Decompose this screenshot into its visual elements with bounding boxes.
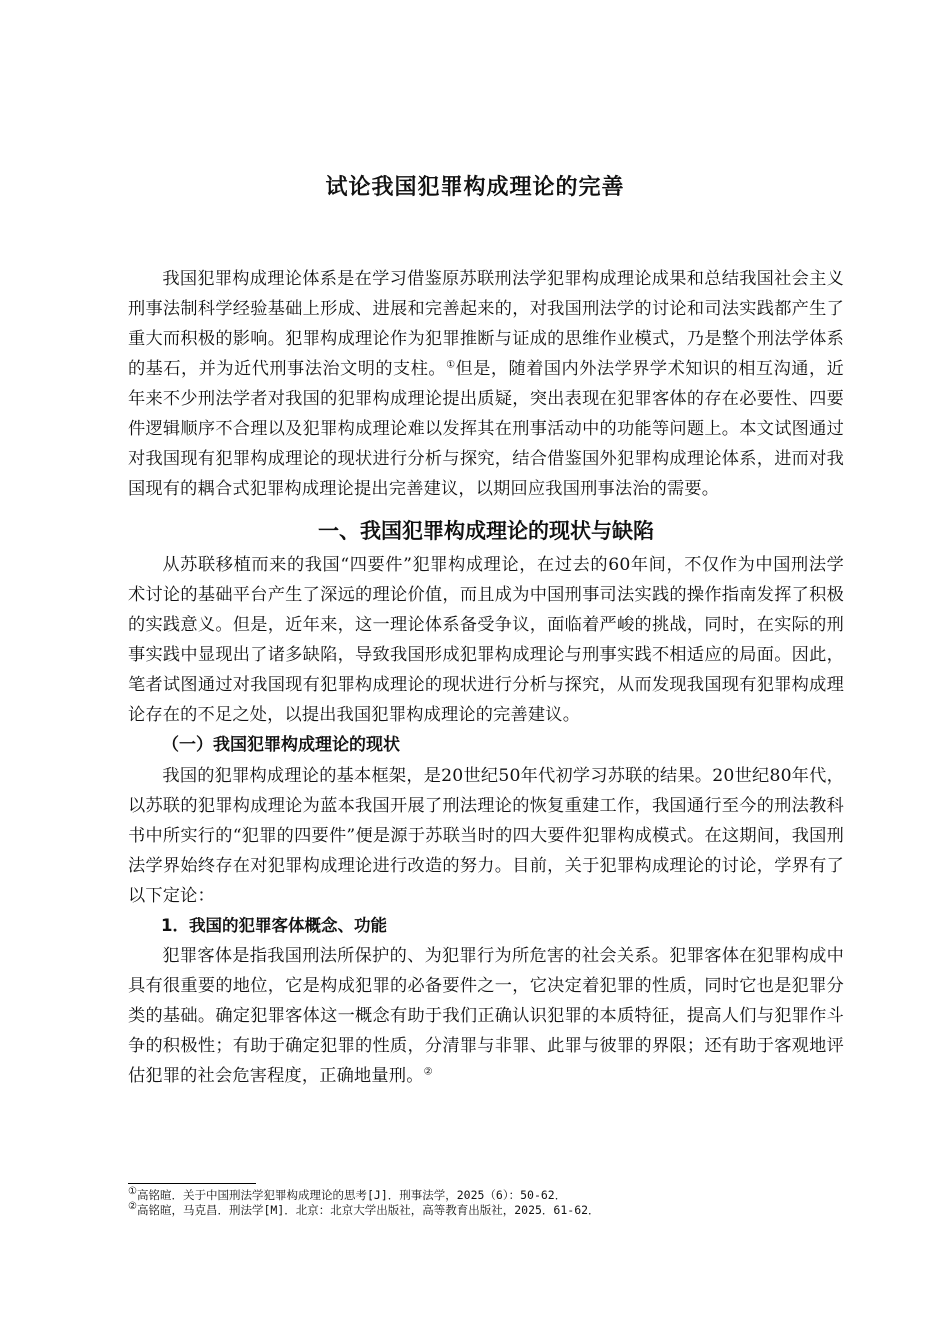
intro-text-after: 但是，随着国内外法学界学术知识的相互沟通，近年来不少刑法学者对我国的犯罪构成理论提出质疑，突出表现在犯罪客体的存在必要性、四要件逻辑顺序不合理以及犯罪构成理论难以发挥其在刑事活动中的功能等问题上。本文试图通过对我国现有犯罪构成理论的现状进行分析与探究，结合借鉴国外犯罪构成理论体系，进而对我国现有的耦合式犯罪构成理论提出完善建议，以期回应我国刑事法治的需要。 (128, 359, 844, 499)
footnote-ref-1[interactable]: ① (446, 359, 456, 371)
footnote-divider (128, 1183, 256, 1184)
section-1-paragraph: 从苏联移植而来的我国“四要件”犯罪构成理论，在过去的60年间，不仅作为中国刑法学术讨论的基础平台产生了深远的理论价值，而且成为中国刑事司法实践的操作指南发挥了积极的实践意义。但是，近年来，这一理论体系备受争议，面临着严峻的挑战，同时，在实际的刑事实践中显现出了诸多缺陷，导致我国形成犯罪构成理论与刑事实践不相适应的局面。因此，笔者试图通过对我国现有犯罪构成理论的现状进行分析与探究，从而发现我国现有犯罪构成理论存在的不足之处，以提出我国犯罪构成理论的完善建议。 (128, 555, 844, 725)
footnote-ref-2[interactable]: ② (423, 1066, 433, 1078)
section-heading-1: 一、我国犯罪构成理论的现状与缺陷 (318, 519, 654, 543)
page-title: 试论我国犯罪构成理论的完善 (325, 175, 625, 200)
footnote-text-1: 高铭暄．关于中国刑法学犯罪构成理论的思考[J]．刑事法学，2025（6）：50-62． (136, 1188, 567, 1202)
intro-text-before: 我国犯罪构成理论体系是在学习借鉴原苏联刑法学犯罪构成理论成果和总结我国社会主义刑事法制科学经验基础上形成、进展和完善起来的，对我国刑法学的讨论和司法实践都产生了重大而积极的影响。犯罪构成理论作为犯罪推断与证成的思维作业模式，乃是整个刑法学体系的基石，并为近代刑事法治文明的支柱。 (128, 269, 844, 379)
item-1-paragraph (128, 941, 844, 1091)
footnotes (128, 1183, 844, 1218)
footnote-2 (128, 1203, 844, 1218)
subsection-heading-1: （一）我国犯罪构成理论的现状 (162, 735, 400, 755)
footnote-mark-1: ① (128, 1186, 137, 1198)
footnote-mark-2: ② (128, 1201, 137, 1213)
footnote-text-2: 高铭暄，马克昌．刑法学[M]．北京：北京大学出版社，高等教育出版社，2025．61-62． (136, 1203, 600, 1217)
item-1-text: 犯罪客体是指我国刑法所保护的、为犯罪行为所危害的社会关系。犯罪客体在犯罪构成中具有很重要的地位，它是构成犯罪的必备要件之一，它决定着犯罪的性质，同时它也是犯罪分类的基础。确定犯罪客体这一概念有助于我们正确认识犯罪的本质特征，提高人们与犯罪作斗争的积极性；有助于确定犯罪的性质，分清罪与非罪、此罪与彼罪的界限；还有助于客观地评估犯罪的社会危害程度，正确地量刑。 (128, 946, 844, 1086)
footnote-1 (128, 1188, 844, 1203)
intro-paragraph (128, 264, 844, 504)
subsection-1-paragraph: 我国的犯罪构成理论的基本框架，是20世纪50年代初学习苏联的结果。20世纪80年代，以苏联的犯罪构成理论为蓝本我国开展了刑法理论的恢复重建工作，我国通行至今的刑法教科书中所实行的“犯罪的四要件”便是源于苏联当时的四大要件犯罪构成模式。在这期间，我国刑法学界始终存在对犯罪构成理论进行改造的努力。目前，关于犯罪构成理论的讨论，学界有了以下定论： (128, 766, 844, 906)
document-body (128, 264, 844, 1091)
item-heading-1: 1．我国的犯罪客体概念、功能 (161, 916, 387, 935)
